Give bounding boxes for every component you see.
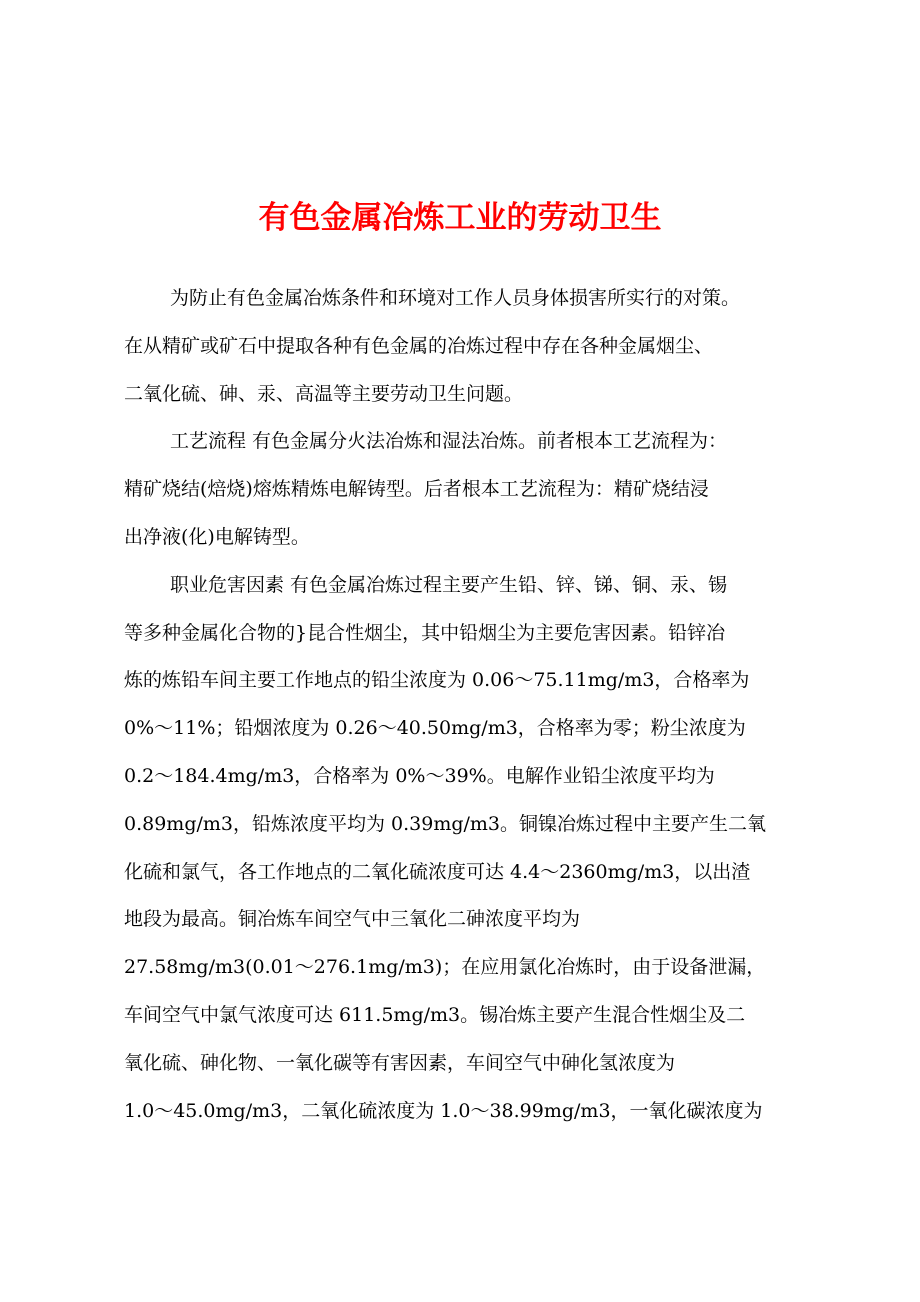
paragraph-2-line-1: 工艺流程 有色金属分火法冶炼和湿法冶炼。前者根本工艺流程为： xyxy=(170,430,728,453)
paragraph-2-line-3: 出净液(化)电解铸型。 xyxy=(124,525,310,548)
paragraph-3-line-10: 车间空气中氯气浓度可达 611.5mg/m3。锡冶炼主要产生混合性烟尘及二 xyxy=(124,1003,746,1026)
paragraph-3-line-6: 0.89mg/m3，铅炼浓度平均为 0.39mg/m3。铜镍冶炼过程中主要产生二氧 xyxy=(124,812,767,835)
paragraph-3-line-11: 氧化硫、砷化物、一氧化碳等有害因素，车间空气中砷化氢浓度为 xyxy=(124,1051,676,1074)
paragraph-3-line-3: 炼的炼铅车间主要工作地点的铅尘浓度为 0.06～75.11mg/m3，合格率为 xyxy=(124,669,750,692)
paragraph-1-line-1: 为防止有色金属冶炼条件和环境对工作人员身体损害所实行的对策。 xyxy=(170,287,741,309)
paragraph-3-line-5: 0.2～184.4mg/m3，合格率为 0%～39%。电解作业铅尘浓度平均为 xyxy=(124,764,715,787)
document-title: 有色金属冶炼工业的劳动卫生 xyxy=(258,200,662,236)
paragraph-2-line-2: 精矿烧结(焙烧)熔炼精炼电解铸型。后者根本工艺流程为：精矿烧结浸 xyxy=(124,478,709,501)
paragraph-3-line-2: 等多种金属化合物的}昆合性烟尘，其中铅烟尘为主要危害因素。铅锌冶 xyxy=(124,621,726,644)
paragraph-3-line-4: 0%～11%；铅烟浓度为 0.26～40.50mg/m3，合格率为零；粉尘浓度为 xyxy=(124,717,746,740)
document-body xyxy=(124,275,804,1135)
paragraph-3-line-9: 27.58mg/m3(0.01～276.1mg/m3)；在应用氯化冶炼时，由于设备泄漏， xyxy=(124,956,766,979)
paragraph-3-line-7: 化硫和氯气，各工作地点的二氧化硫浓度可达 4.4～2360mg/m3，以出渣 xyxy=(124,860,751,883)
paragraph-3-line-12: 1.0～45.0mg/m3，二氧化硫浓度为 1.0～38.99mg/m3，一氧化碳浓度为 xyxy=(124,1099,763,1122)
paragraph-1-line-3: 二氧化硫、砷、汞、高温等主要劳动卫生问题。 xyxy=(124,382,524,405)
paragraph-3-line-1: 职业危害因素 有色金属冶炼过程主要产生铅、锌、锑、铜、汞、锡 xyxy=(170,573,728,596)
paragraph-1-line-2: 在从精矿或矿石中提取各种有色金属的冶炼过程中存在各种金属烟尘、 xyxy=(124,334,714,357)
paragraph-3-line-8: 地段为最高。铜冶炼车间空气中三氧化二砷浓度平均为 xyxy=(124,908,581,931)
